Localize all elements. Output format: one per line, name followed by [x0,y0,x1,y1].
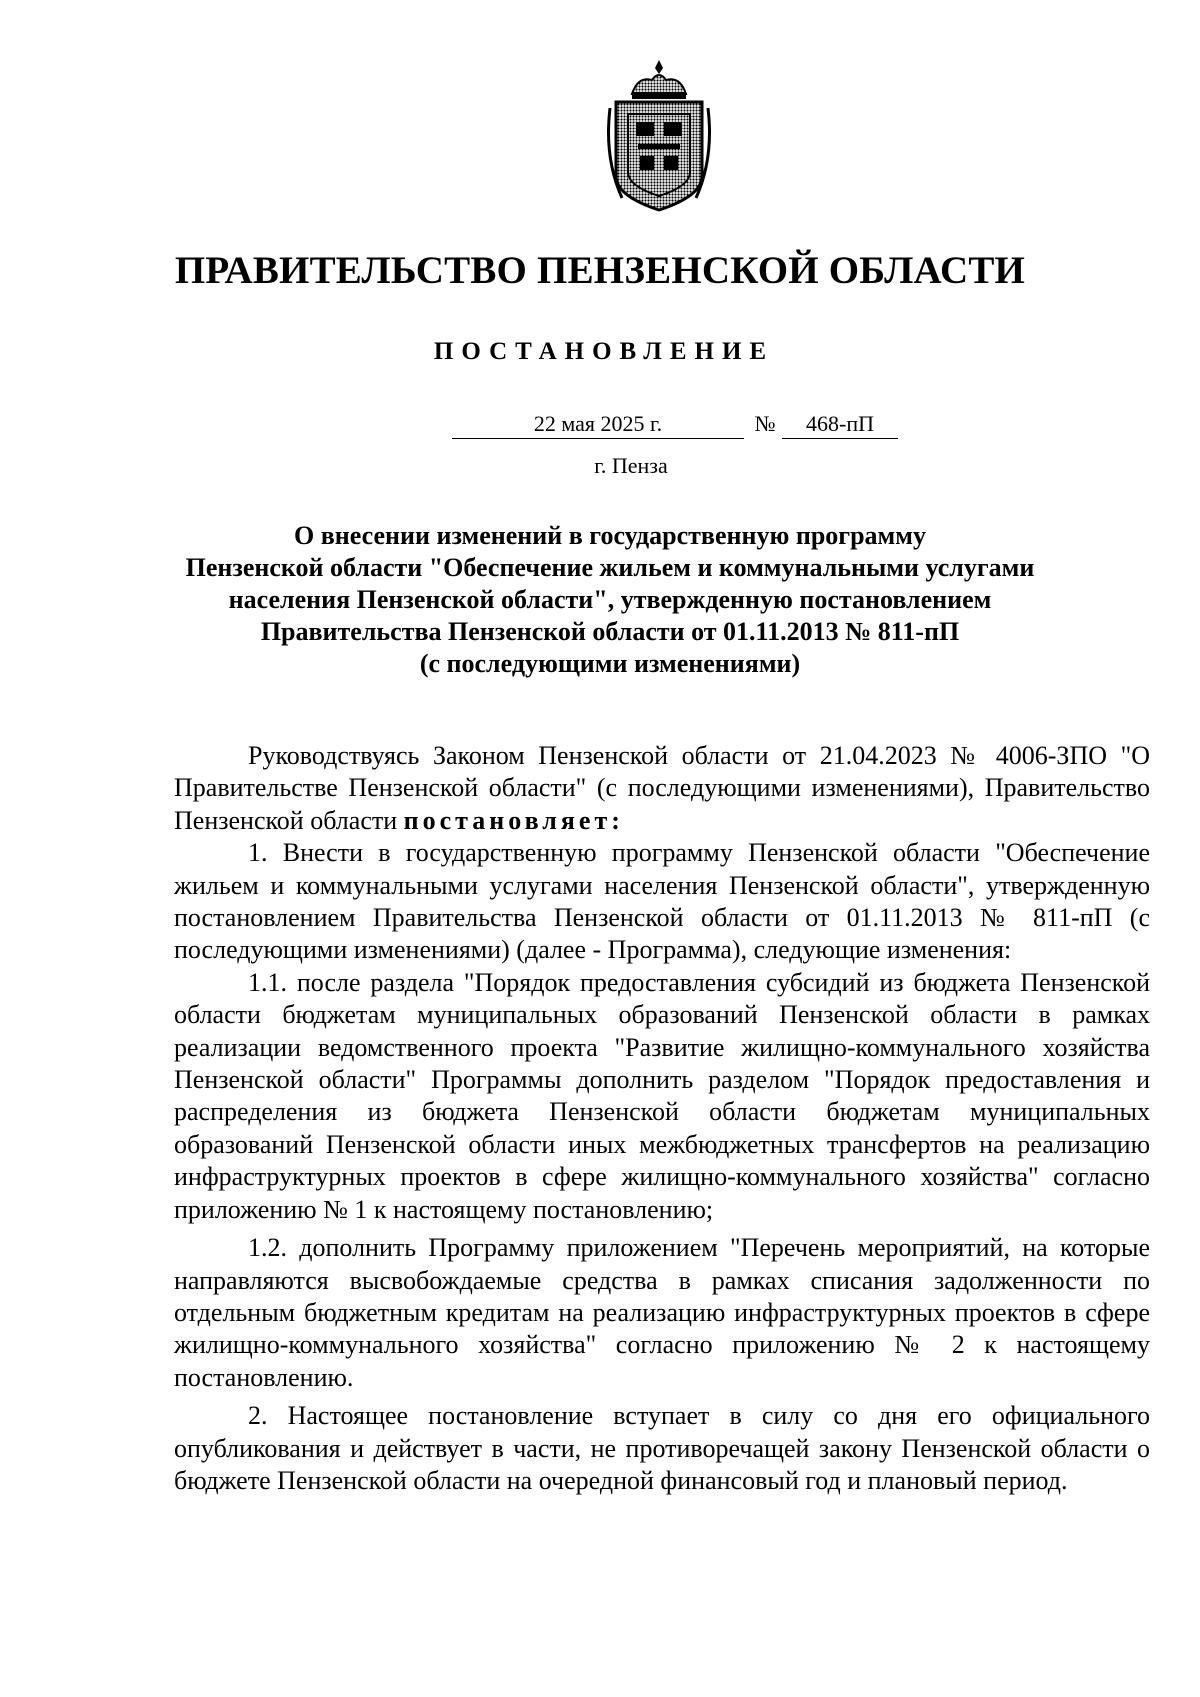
subject-line: Правительства Пензенской области от 01.11.2013 № 811-пП [260,617,960,646]
preamble-text: Руководствуясь Законом Пензенской области от 21.04.2023 № 4006-ЗПО "О Правительстве Пензенской области" (с последующими изменениями), Правительство Пензенской области [174,741,1150,835]
item-2-paragraph: 2. Настоящее постановление вступает в силу со дня его официального опубликования и действует в части, не противоречащей закону Пензенской области о бюджете Пензенской области на очередной финансовый год и плановый период. [174,1401,1150,1495]
resolves-word: постановляет: [403,805,624,835]
item-1-2-paragraph: 1.2. дополнить Программу приложением "Перечень мероприятий, на которые направляются высвобождаемые средства в рамках списания задолженности по отдельным бюджетным кредитам на реализацию инфраструктурных проектов в сфере жилищно-коммунального хозяйства" согласно приложению № 2 к настоящему постановлению. [174,1233,1150,1392]
document-subject [150,520,1070,680]
document-date: 22 мая 2025 г. [452,410,744,439]
document-body [174,740,1150,1497]
organization-title: ПРАВИТЕЛЬСТВО ПЕНЗЕНСКОЙ ОБЛАСТИ [174,249,1026,292]
subject-line: Пензенской области "Обеспечение жильем и коммунальными услугами [185,553,1035,582]
item-1-1-paragraph: 1.1. после раздела "Порядок предоставления субсидий из бюджета Пензенской области бюджетам муниципальных образований Пензенской области в рамках реализации ведомственного проекта "Развитие жилищно-коммунального хозяйства Пензенской области" Программы дополнить разделом "Порядок предоставления и распределения из бюджета Пензенской области бюджетам муниципальных образований Пензенской области иных межбюджетных трансфертов на реализацию инфраструктурных проектов в сфере жилищно-коммунального хозяйства" согласно приложению № 1 к настоящему постановлению; [174,967,1150,1224]
document-city: г. Пенза [594,453,668,478]
number-sign: № [754,411,776,436]
subject-line: О внесении изменений в государственную программу [294,521,926,550]
subject-line: (с последующими изменениями) [419,649,801,678]
preamble-paragraph [174,740,1150,837]
document-number: 468-пП [782,410,898,439]
coat-of-arms-icon [602,58,716,214]
document-type: ПОСТАНОВЛЕНИЕ [433,338,775,365]
item-1-paragraph: 1. Внести в государственную программу Пензенской области "Обеспечение жильем и коммунальными услугами населения Пензенской области", утвержденную постановлением Правительства Пензенской области от 01.11.2013 № 811-пП (с последующими изменениями) (далее - Программа), следующие изменения: [174,838,1150,965]
subject-line: населения Пензенской области", утвержденную постановлением [228,585,992,614]
